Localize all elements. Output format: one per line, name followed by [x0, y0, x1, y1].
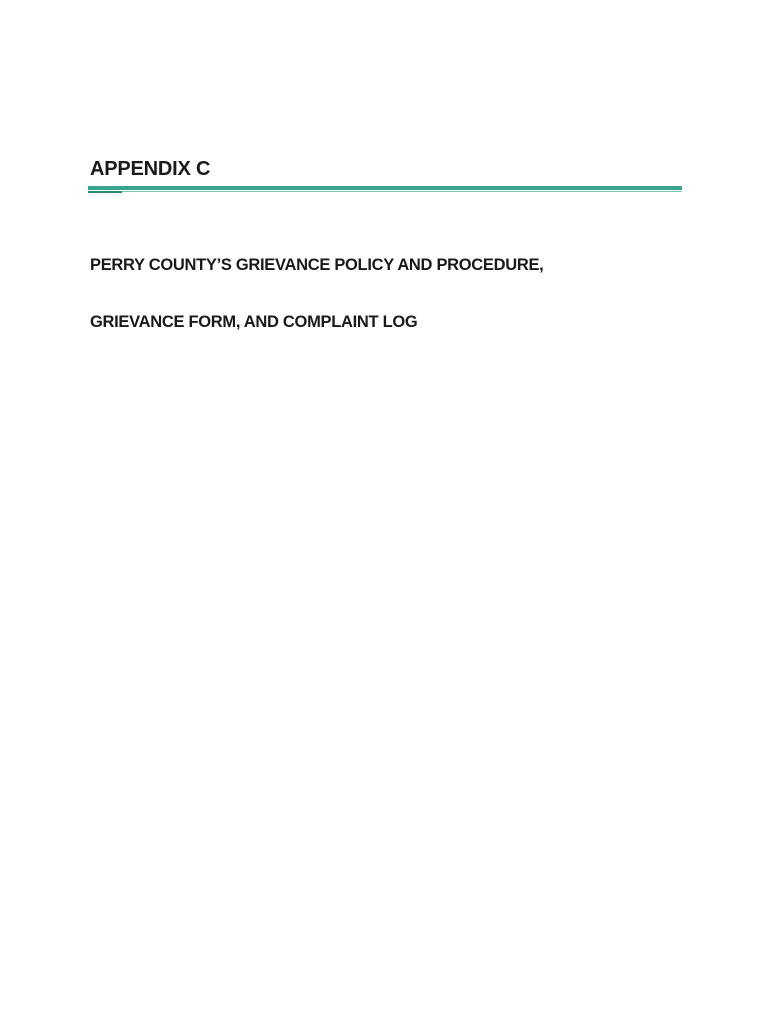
heading-underline-rule: [88, 186, 682, 194]
subtitle-line-1: PERRY COUNTY’S GRIEVANCE POLICY AND PROCEDURE,: [90, 256, 544, 274]
subtitle-line-2: GRIEVANCE FORM, AND COMPLAINT LOG: [90, 313, 418, 331]
rule-main-bar: [88, 186, 682, 190]
rule-thin-line: [88, 191, 682, 192]
rule-accent: [88, 191, 122, 193]
appendix-heading: APPENDIX C: [90, 158, 211, 180]
